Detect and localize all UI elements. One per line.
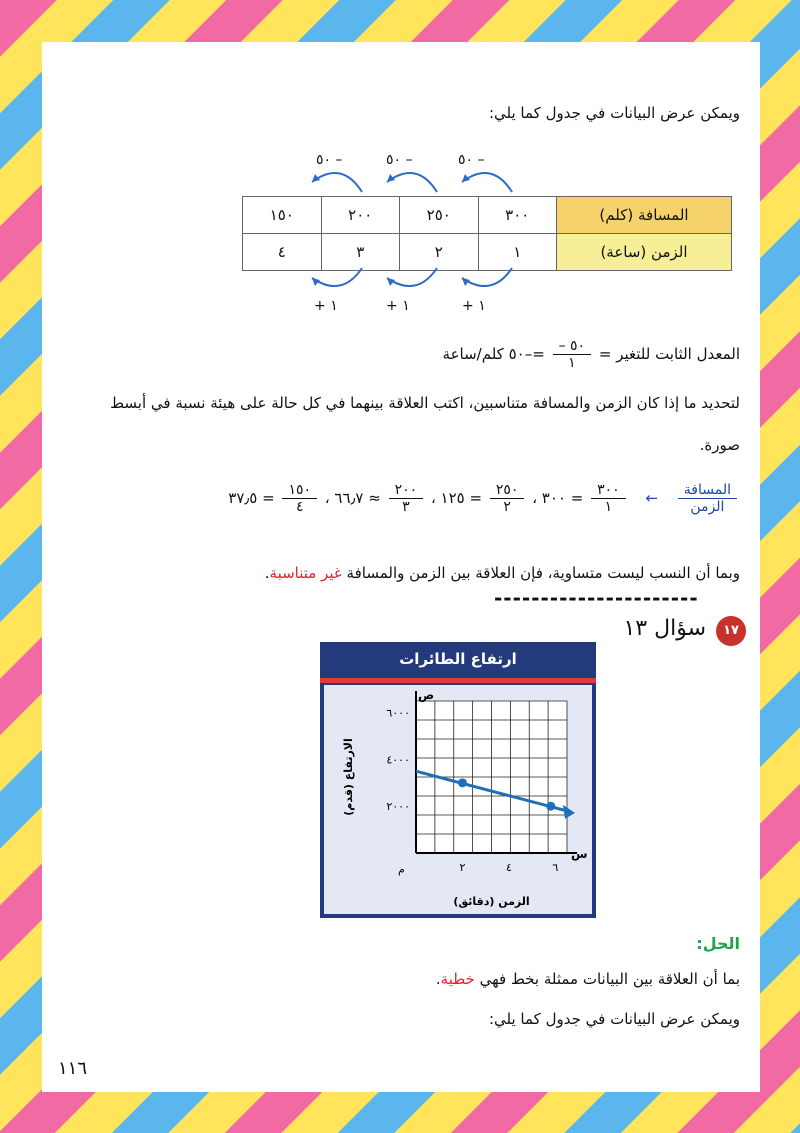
data-point xyxy=(546,802,555,811)
rate-denominator: ١ xyxy=(568,355,576,371)
origin-label: م xyxy=(398,863,405,876)
ratio-3-value: ≈ ٦٦٫٧ ، xyxy=(324,489,381,507)
rate-fraction xyxy=(553,338,592,371)
solution-text-pre: بما أن العلاقة بين البيانات ممثلة بخط فهي xyxy=(479,970,740,988)
y-tick-label: ٢٠٠٠ xyxy=(386,800,410,814)
question-title: سؤال ١٣ xyxy=(623,616,706,641)
data-point xyxy=(458,778,467,787)
instruction-line-2: صورة. xyxy=(699,436,740,454)
ratio-1-num: ٣٠٠ xyxy=(591,482,626,499)
row-header-time: الزمن (ساعة) xyxy=(557,234,732,271)
chart-title: ارتفاع الطائرات xyxy=(399,650,517,668)
bottom-arrow-1 xyxy=(312,268,362,286)
solution-label: الحل: xyxy=(696,934,740,953)
chart-title-bar xyxy=(320,678,596,683)
rate-line xyxy=(60,338,740,371)
conclusion-text: وبما أن النسب ليست متساوية، فإن العلاقة بين الزمن والمسافة xyxy=(346,564,740,582)
table-cell: ٢٠٠ xyxy=(321,197,400,234)
x-axis-symbol: س xyxy=(571,847,588,861)
conclusion-highlight: غير متناسبة xyxy=(269,564,342,582)
conclusion xyxy=(60,564,740,582)
bottom-arrow-3 xyxy=(462,268,512,286)
arrow-icon: ← xyxy=(645,489,659,507)
question-badge: ١٧ xyxy=(716,616,746,646)
ratio-2-num: ٢٥٠ xyxy=(490,482,525,499)
y-tick-label: ٤٠٠٠ xyxy=(386,753,410,767)
ratio-1-value: = ٣٠٠ ، xyxy=(532,489,584,507)
conclusion-end: . xyxy=(264,564,270,582)
rate-numerator: ٥٠ – xyxy=(553,338,592,355)
table-cell: ١٥٠ xyxy=(243,197,322,234)
instruction-line-1: لتحديد ما إذا كان الزمن والمسافة متناسبين، اكتب العلاقة بينهما في كل حالة على هيئة نسبة في أبسط xyxy=(110,394,740,412)
ratio-4 xyxy=(282,482,317,515)
ratio-4-value: = ٣٧٫٥ xyxy=(228,489,275,507)
x-axis-label: الزمن (دقائق) xyxy=(453,895,530,908)
table-cell: ٢ xyxy=(400,234,479,271)
chart-area xyxy=(324,685,592,914)
x-tick-label: ٦ xyxy=(552,861,559,874)
table-row-distance xyxy=(243,197,732,234)
top-arrow-2 xyxy=(387,173,437,192)
solution-end: . xyxy=(435,970,441,988)
top-change-3: ٥٠ – xyxy=(458,152,485,168)
ratio-numerator: المسافة xyxy=(678,482,737,499)
rate-result: =–٥٠ كلم/ساعة xyxy=(442,345,545,363)
table-cell: ٢٥٠ xyxy=(400,197,479,234)
ratio-1 xyxy=(591,482,626,515)
bottom-arrow-2 xyxy=(387,268,437,286)
data-table xyxy=(242,196,732,271)
divider: ---------------------- xyxy=(494,586,699,610)
ratio-3 xyxy=(389,482,424,515)
row-header-distance: المسافة (كلم) xyxy=(557,197,732,234)
ratio-4-den: ٤ xyxy=(295,499,304,515)
table-cell: ١ xyxy=(478,234,557,271)
ratio-2 xyxy=(490,482,525,515)
y-tick-label: ٦٠٠٠ xyxy=(386,706,410,720)
top-arrow-3 xyxy=(462,173,512,192)
top-change-2: ٥٠ – xyxy=(386,152,413,168)
table-cell: ٣ xyxy=(321,234,400,271)
top-arrow-1 xyxy=(312,173,362,192)
x-tick-label: ٤ xyxy=(505,861,512,874)
bottom-change-1: + ١ xyxy=(314,298,338,314)
chart-panel xyxy=(320,642,596,918)
ratio-4-num: ١٥٠ xyxy=(282,482,317,499)
solution-text xyxy=(60,970,740,988)
intro-text-2: ويمكن عرض البيانات في جدول كما يلي: xyxy=(488,1010,740,1028)
ratio-2-den: ٢ xyxy=(503,499,511,515)
y-axis-label: الارتفاع (قدم) xyxy=(342,738,355,816)
table-cell: ٣٠٠ xyxy=(478,197,557,234)
page xyxy=(42,42,760,1092)
x-tick-label: ٢ xyxy=(459,861,466,874)
rate-label: المعدل الثابت للتغير = xyxy=(598,345,740,363)
ratio-definition xyxy=(678,482,737,515)
y-axis-symbol: ص xyxy=(418,688,435,702)
ratio-3-num: ٢٠٠ xyxy=(389,482,424,499)
ratio-denominator: الزمن xyxy=(690,499,725,515)
ratio-3-den: ٣ xyxy=(402,499,410,515)
table-cell: ٤ xyxy=(243,234,322,271)
solution-highlight: خطية xyxy=(440,970,475,988)
ratio-2-value: = ١٢٥ ، xyxy=(430,489,483,507)
bottom-change-2: + ١ xyxy=(386,298,410,314)
ratios-line xyxy=(50,482,740,515)
bottom-change-3: + ١ xyxy=(462,298,486,314)
page-number: ١١٦ xyxy=(58,1058,88,1079)
intro-text: ويمكن عرض البيانات في جدول كما يلي: xyxy=(488,104,740,122)
data-line-arrowhead xyxy=(563,805,575,819)
chart-svg xyxy=(324,685,592,914)
ratio-1-den: ١ xyxy=(604,499,613,515)
top-change-1: ٥٠ – xyxy=(316,152,343,168)
